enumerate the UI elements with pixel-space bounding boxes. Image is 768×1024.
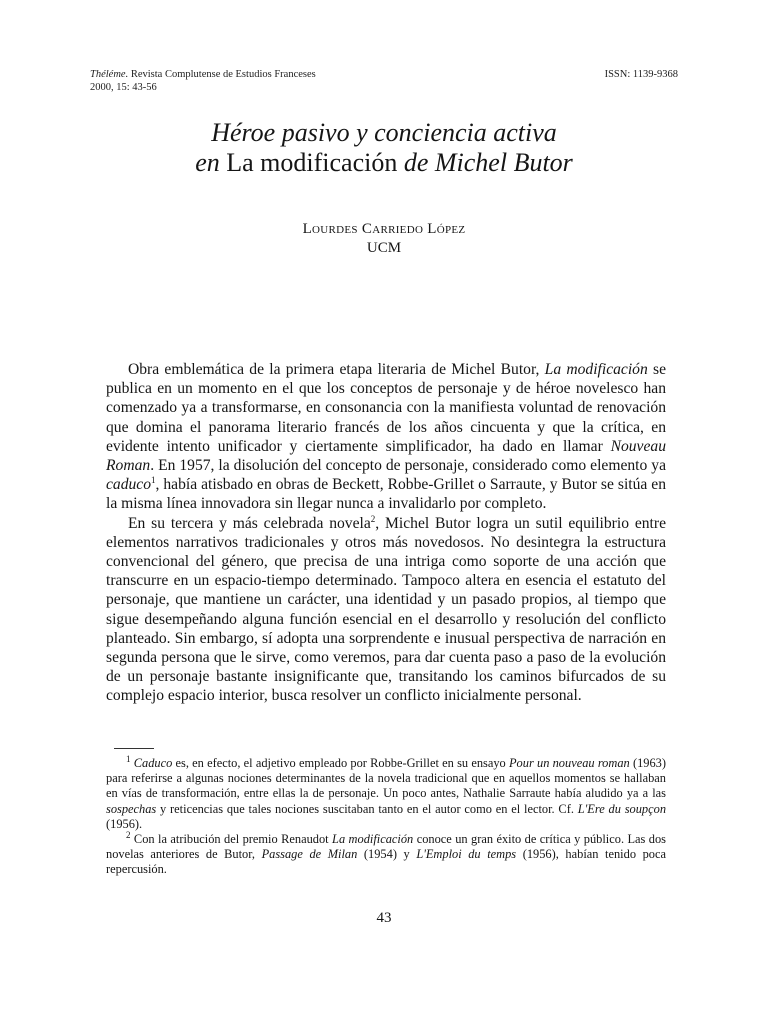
journal-subtitle: Revista Complutense de Estudios Franceses [128, 69, 316, 80]
page-number: 43 [376, 910, 392, 926]
footnotes [106, 753, 667, 878]
footnote-ref-2[interactable]: 2 [370, 513, 376, 524]
author-block [0, 220, 768, 258]
footnote-2: $^2$ Con la atribución del premio Renaudot La modificación conoce un gran éxito de crítica y público. Las dos novelas anteriores de Butor, Passage de Milan (1954) y L'Emploi du temps (1956), habían tenido poca repercusión. [106, 829, 666, 877]
journal-name: Théléme. [90, 69, 129, 80]
author-affiliation: UCM [366, 240, 402, 256]
article-title [0, 118, 768, 178]
journal-volume: 2000, 15: 43-56 [90, 82, 157, 93]
footnote-ref-1[interactable]: 1 [151, 475, 156, 486]
footnote-1: $^1$ Caduco es, en efecto, el adjetivo empleado por Robbe-Grillet en su ensayo Pour un nouveau roman (1963) para referirse a algunas nociones determinantes de la novela tradicional que en aquellos momentos se hallaban en vías de transformación, entre ellas la de personaje. Un poco antes, Nathalie Sarraute había aludido ya a las sospechas y reticencias que tales nociones suscitaban tanto en el autor como en el lector. Cf. L'Ere du soupçon (1956). [106, 753, 667, 831]
title-line-1: Héroe pasivo y conciencia activa [211, 118, 557, 147]
footnote-divider [114, 748, 154, 749]
paragraph-2: En su tercera y más celebrada novela$^2$, Michel Butor logra un sutil equilibrio entre elementos narrativos tradicionales y otros más novedosos. No desintegra la estructura convencional del género, que precisa de una intriga como soporte de una acción que transcurre en un espacio-tiempo determinado. Tampoco altera en esencia el estatuto del personaje, que mantiene un carácter, una identidad y un pasado propios, al tiempo que sigue desempeñando alguna función esencial en el desarrollo y resolución del conflicto planteado. Sin embargo, sí adopta una sorprendente e inusual perspectiva de narración en segunda persona que le sirve, como veremos, para dar cuenta paso a paso de la evolución de un personaje bastante insignificante que, transitando los caminos bifurcados de su complejo espacio interior, busca resolver un conflicto inicialmente personal. [106, 513, 666, 705]
paragraph-1: Obra emblemática de la primera etapa literaria de Michel Butor, La modificación se publica en un momento en el que los conceptos de personaje y de héroe novelesco han comenzado ya a transformarse, en consonancia con la manifiesta voluntad de renovación que domina el panorama literario francés de los años cincuenta y que la crítica, en evidente intento unificador y ciertamente simplificador, ha dado en llamar Nouveau Roman. En 1957, la disolución del concepto de personaje, considerado como elemento ya caduco$^1$, había atisbado en obras de Beckett, Robbe-Grillet o Sarraute, y Butor se sitúa en la misma línea innovadora sin llegar nunca a invalidarlo por completo. [106, 361, 667, 513]
issn: ISSN: 1139-9368 [604, 69, 678, 80]
article-body [106, 360, 666, 706]
title-line-2: en La modificación de Michel Butor [195, 148, 573, 177]
author-name: Lourdes Carriedo López [302, 221, 466, 237]
journal-citation [90, 68, 316, 94]
